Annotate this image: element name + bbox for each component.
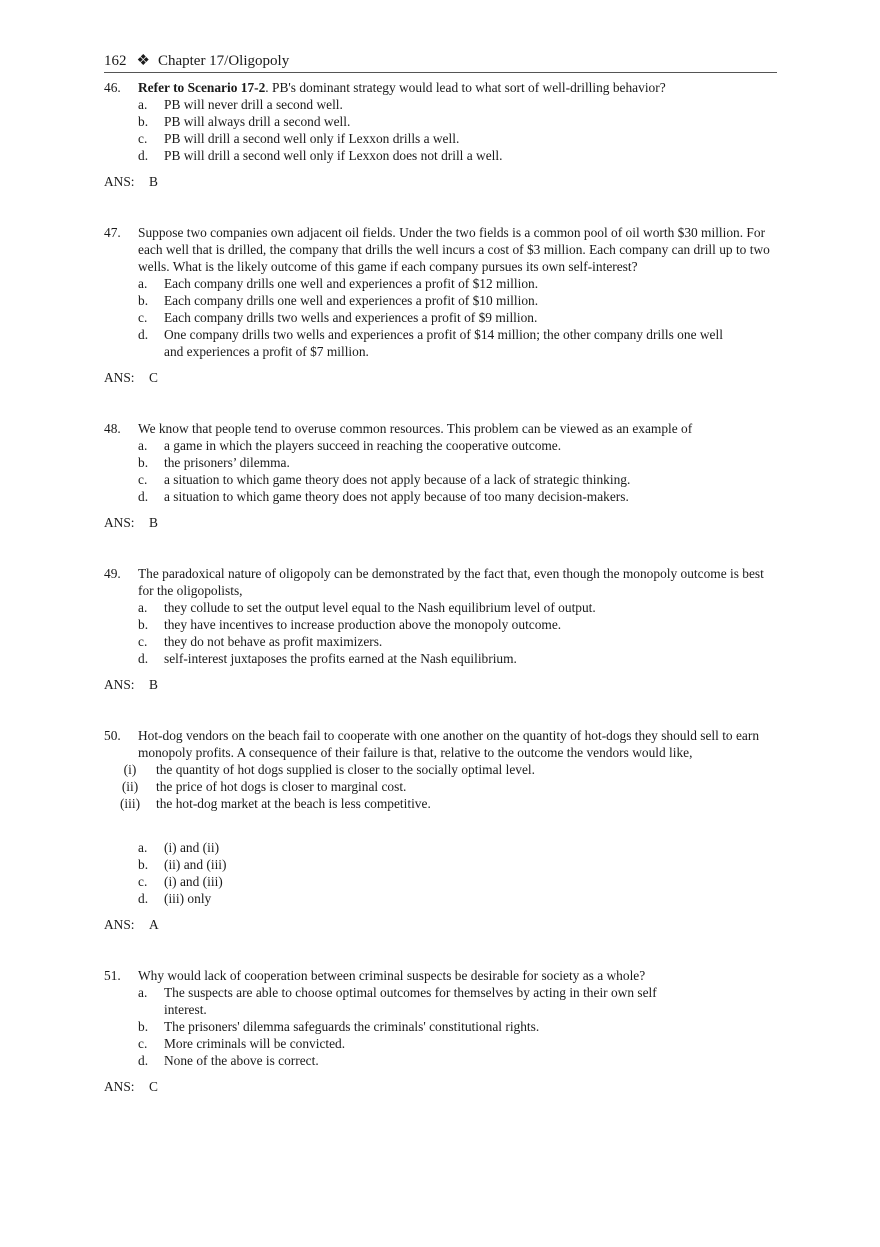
question-number: 47. (104, 225, 121, 240)
option-b: b. PB will always drill a second well. (138, 114, 351, 129)
statement-i: (i) the quantity of hot dogs supplied is closer to the socially optimal level. (123, 762, 535, 777)
answer-value: B (149, 677, 158, 692)
option-c: c. they do not behave as profit maximizers. (138, 634, 383, 649)
question-50 (104, 727, 777, 933)
answer-value: B (149, 515, 158, 530)
question-text: The paradoxical nature of oligopoly can be demonstrated by the fact that, even though the monopoly outcome is best for the oligopolists, (138, 566, 764, 598)
answer-value: B (149, 174, 158, 189)
question-text: Refer to Scenario 17-2. PB's dominant strategy would lead to what sort of well-drilling behavior? (138, 80, 666, 95)
option-b: b. they have incentives to increase production above the monopoly outcome. (138, 617, 562, 632)
option-d: d. (iii) only (138, 891, 212, 906)
option-b: b. The prisoners' dilemma safeguards the criminals' constitutional rights. (138, 1019, 540, 1034)
option-b: b. Each company drills one well and experiences a profit of $10 million. (138, 293, 539, 308)
answer-line: ANS: A (104, 917, 159, 932)
answer-line: ANS: C (104, 370, 158, 385)
question-text: Why would lack of cooperation between criminal suspects be desirable for society as a whole? (138, 968, 646, 983)
option-a: a. Each company drills one well and experiences a profit of $12 million. (138, 276, 539, 291)
question-number: 49. (104, 566, 121, 581)
question-47 (104, 224, 777, 386)
option-c: c. PB will drill a second well only if Lexxon drills a well. (138, 131, 460, 146)
option-d: d. a situation to which game theory does not apply because of too many decision-makers. (138, 489, 629, 504)
diamond-separator-icon: ❖ (136, 53, 150, 69)
page-header (104, 52, 777, 73)
option-a: a. they collude to set the output level equal to the Nash equilibrium level of output. (138, 600, 596, 615)
answer-line: ANS: B (104, 515, 158, 530)
answer-value: A (149, 917, 159, 932)
question-text: We know that people tend to overuse common resources. This problem can be viewed as an example of (138, 421, 693, 436)
question-49 (104, 565, 777, 693)
question-number: 46. (104, 80, 121, 95)
option-d: d. PB will drill a second well only if Lexxon does not drill a well. (138, 148, 503, 163)
question-text: Hot-dog vendors on the beach fail to cooperate with one another on the quantity of hot-dogs they should sell to earn monopoly profits. A consequence of their failure is that, relative to the outcome the vendors would like, (138, 728, 760, 760)
question-number: 50. (104, 728, 121, 743)
question-48 (104, 420, 777, 531)
question-number: 48. (104, 421, 121, 436)
option-c: c. a situation to which game theory does not apply because of a lack of strategic thinking. (138, 472, 631, 487)
answer-value: C (149, 370, 158, 385)
option-a: a. a game in which the players succeed in reaching the cooperative outcome. (138, 438, 562, 453)
statement-iii: (iii) the hot-dog market at the beach is less competitive. (119, 796, 431, 811)
answer-line: ANS: C (104, 1079, 158, 1094)
answer-line: ANS: B (104, 174, 158, 189)
answer-line: ANS: B (104, 677, 158, 692)
option-a: a. PB will never drill a second well. (138, 97, 343, 112)
answer-value: C (149, 1079, 158, 1094)
chapter-title: Chapter 17/Oligopoly (157, 53, 290, 69)
option-a: a. The suspects are able to choose optimal outcomes for themselves by acting in their own self interest. (138, 985, 657, 1017)
question-text: Suppose two companies own adjacent oil fields. Under the two fields is a common pool of oil worth $30 million. For each well that is drilled, the company that drills the well incurs a cost of $3 million. Each company can drill up to two wells. What is the likely outcome of this game if each company pursues its own self-interest? (138, 225, 770, 274)
option-d: d. None of the above is correct. (138, 1053, 319, 1068)
option-a: a. (i) and (ii) (138, 840, 220, 855)
option-b: b. (ii) and (iii) (138, 857, 227, 872)
option-c: c. (i) and (iii) (138, 874, 223, 889)
option-d: d. One company drills two wells and experiences a profit of $14 million; the other company drills one well and experiences a profit of $7 million. (138, 327, 723, 359)
page (104, 52, 777, 1095)
question-46 (104, 79, 777, 190)
page-number: 162 (104, 53, 127, 69)
option-c: c. More criminals will be convicted. (138, 1036, 346, 1051)
question-number: 51. (104, 968, 121, 983)
question-51 (104, 967, 777, 1095)
statement-ii: (ii) the price of hot dogs is closer to marginal cost. (121, 779, 407, 794)
option-c: c. Each company drills two wells and experiences a profit of $9 million. (138, 310, 538, 325)
scenario-reference: Refer to Scenario 17-2 (138, 80, 266, 95)
option-d: d. self-interest juxtaposes the profits earned at the Nash equilibrium. (138, 651, 517, 666)
option-b: b. the prisoners’ dilemma. (138, 455, 290, 470)
